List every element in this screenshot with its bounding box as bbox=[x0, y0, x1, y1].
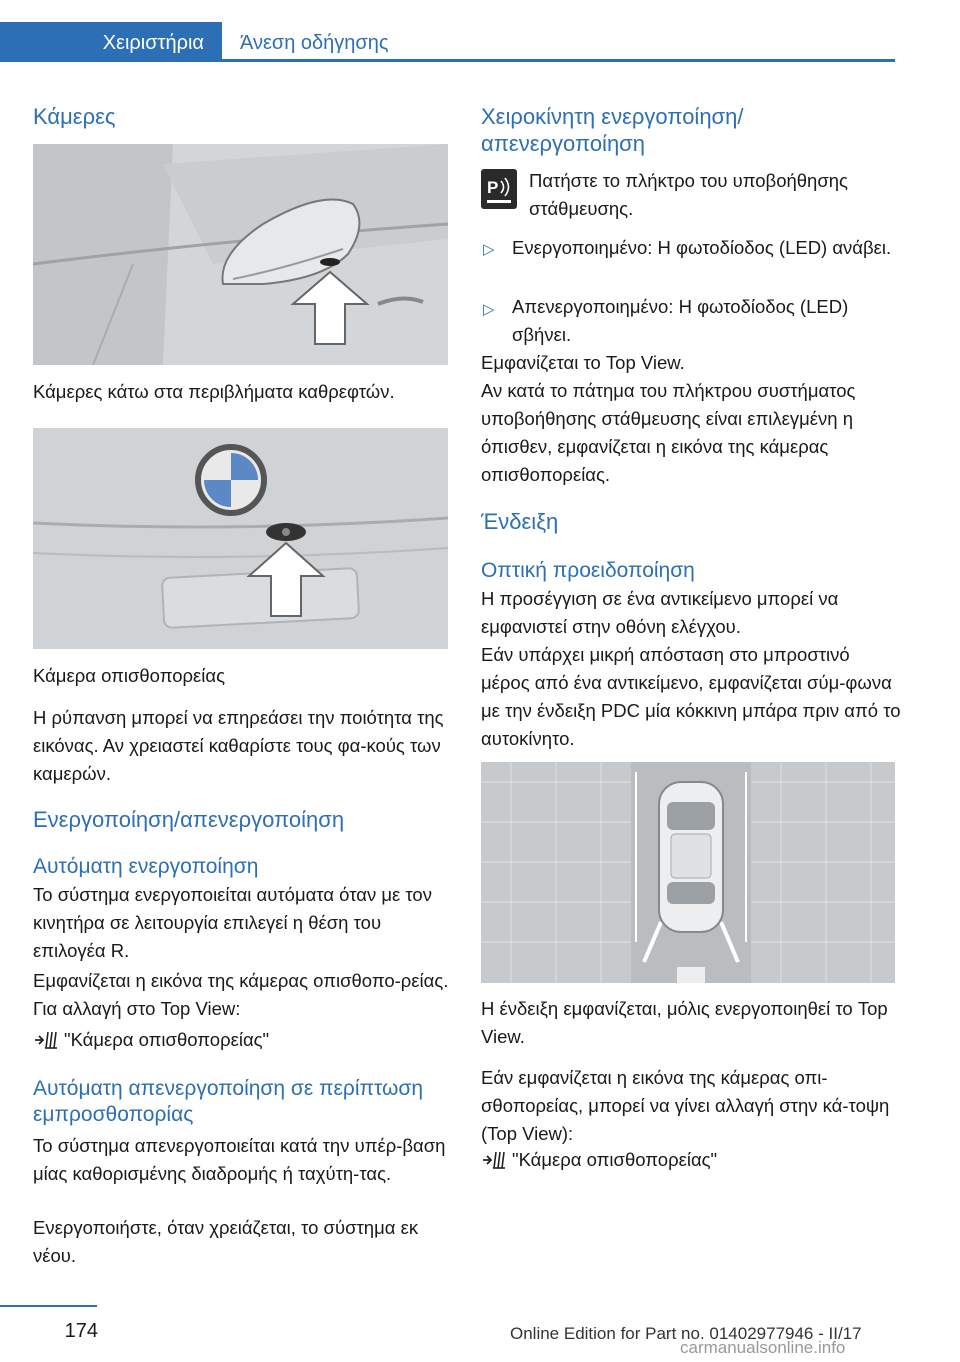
camera-option-label: "Κάμερα οπισθοπορείας" bbox=[64, 1029, 270, 1050]
page-number: 174 bbox=[64, 1320, 98, 1342]
press-button-text: Πατήστε το πλήκτρο του υποβοήθησης στάθμευσης. bbox=[529, 170, 848, 219]
caption-rear-camera: Κάμερα οπισθοπορείας bbox=[33, 665, 225, 686]
section-title-cameras: Κάμερες bbox=[33, 104, 116, 129]
caption-mirror-cameras: Κάμερες κάτω στα περιβλήματα καθρεφτών. bbox=[33, 381, 395, 402]
section-title-activation: Ενεργοποίηση/απενεργοποίηση bbox=[33, 807, 345, 832]
topview-text: Εμφανίζεται το Top View. bbox=[481, 352, 685, 373]
bullet-deactivated: Απενεργοποιημένο: Η φωτοδίοδος (LED) σβήνει. bbox=[512, 296, 849, 345]
subtitle-visual-warning: Οπτική προειδοποίηση bbox=[481, 559, 695, 582]
camera-switch-icon bbox=[33, 1028, 63, 1052]
rear-camera-illustration bbox=[33, 428, 448, 649]
mirror-camera-image bbox=[33, 144, 448, 365]
tab-controls[interactable]: Χειριστήρια bbox=[0, 22, 222, 62]
auto-deactivation-text: Το σύστημα απενεργοποιείται κατά την υπέρ-βαση μίας καθορισμένης διαδρομής ή ταχύτη-τας. bbox=[33, 1135, 446, 1184]
change-view-text: Εάν εμφανίζεται η εικόνα της κάμερας οπι-σθοπορείας, μπορεί να γίνει αλλαγή στην κά-τοψη (Top View): bbox=[481, 1067, 890, 1144]
visual-warning-text: Η προσέγγιση σε ένα αντικείμενο μπορεί να εμφανιστεί στην οθόνη ελέγχου. bbox=[481, 588, 839, 637]
dirt-text: Η ρύπανση μπορεί να επηρεάσει την ποιότητα της εικόνας. Αν χρειαστεί καθαρίστε τους φα-κούς των καμερών. bbox=[33, 707, 444, 784]
mirror-camera-illustration bbox=[33, 144, 448, 365]
footer-rule bbox=[0, 1305, 97, 1307]
subtitle-auto-deactivation: Αυτόματη απενεργοποίηση σε περίπτωση εμπροσθοπορίας bbox=[33, 1077, 424, 1126]
parking-assist-button-icon bbox=[481, 169, 517, 209]
subtitle-auto-activation: Αυτόματη ενεργοποίηση bbox=[33, 855, 259, 878]
bullet-activated: Ενεργοποιημένο: Η φωτοδίοδος (LED) ανάβει. bbox=[512, 237, 892, 258]
section-title-manual: Χειροκίνητη ενεργοποίηση/ απενεργοποίηση bbox=[481, 104, 744, 156]
header-rule bbox=[0, 59, 895, 62]
rear-camera-image bbox=[33, 428, 448, 649]
watermark: carmanualsonline.info bbox=[680, 1338, 846, 1357]
bullet-triangle-icon: ▷ bbox=[483, 241, 495, 258]
auto-activation-text: Το σύστημα ενεργοποιείται αυτόματα όταν με τον κινητήρα σε λειτουργία επιλεγεί η θέση του επιλογέα R. bbox=[33, 884, 432, 961]
auto-deactivation-text2: Ενεργοποιήστε, όταν χρειάζεται, το σύστημα εκ νέου. bbox=[33, 1217, 419, 1266]
bullet-triangle-icon: ▷ bbox=[483, 301, 495, 318]
topview-text2: Αν κατά το πάτημα του πλήκτρου συστήματος υποβοήθησης στάθμευσης είναι επιλεγμένη η όπισθεν, εμφανίζεται η εικόνα της κάμερας οπισθοπορείας. bbox=[481, 380, 856, 485]
caption-topview: Η ένδειξη εμφανίζεται, μόλις ενεργοποιηθεί το Top View. bbox=[481, 998, 888, 1047]
camera-switch-icon bbox=[481, 1148, 511, 1172]
svg-text:P: P bbox=[487, 178, 499, 197]
edition-text: Online Edition for Part no. 01402977946 - II/17 bbox=[510, 1324, 862, 1343]
section-title-display: Ένδειξη bbox=[481, 509, 559, 534]
topview-image bbox=[481, 762, 895, 983]
topview-illustration bbox=[481, 762, 895, 983]
camera-option-label: "Κάμερα οπισθοπορείας" bbox=[512, 1149, 718, 1170]
visual-warning-text2: Εάν υπάρχει μικρή απόσταση στο μπροστινό μέρος από ένα αντικείμενο, εμφανίζεται σύμ-φωνα με την ένδειξη PDC μία κόκκινη μπάρα πριν από το αυτοκίνητο. bbox=[481, 644, 901, 749]
tab-driving-comfort[interactable]: Άνεση οδήγησης bbox=[240, 32, 389, 54]
auto-activation-text2: Εμφανίζεται η εικόνα της κάμερας οπισθοπο-ρείας. Για αλλαγή στο Top View: bbox=[33, 970, 449, 1019]
